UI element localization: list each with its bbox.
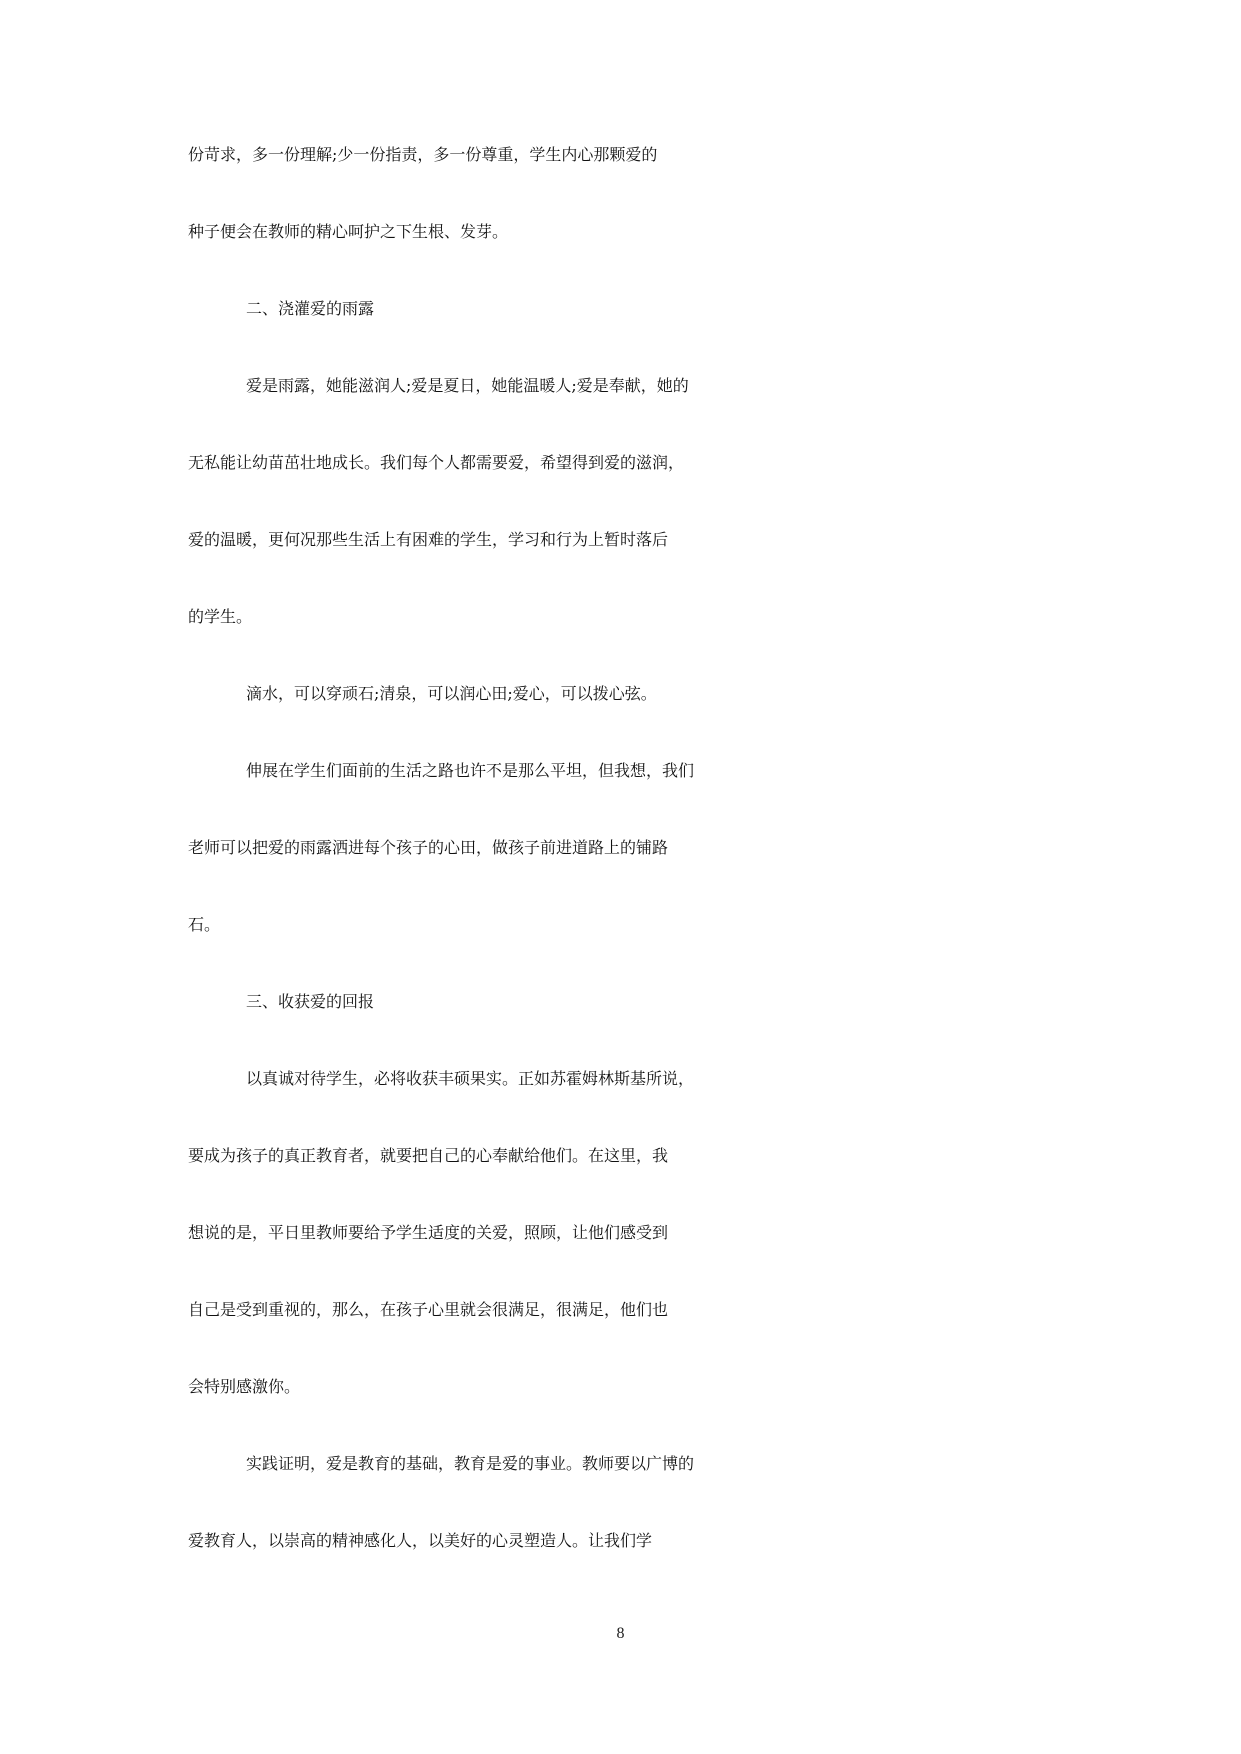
text-line-19: 爱教育人，以崇高的精神感化人，以美好的心灵塑造人。让我们学	[188, 1531, 653, 1550]
body-text	[188, 142, 1058, 1605]
text-line-11: 石。	[188, 915, 221, 934]
text-line-13: 以真诚对待学生，必将收获丰硕果实。正如苏霍姆林斯基所说，	[246, 1069, 695, 1088]
text-line-16: 自己是受到重视的，那么，在孩子心里就会很满足，很满足，他们也	[188, 1300, 669, 1319]
text-line-6: 爱的温暖，更何况那些生活上有困难的学生，学习和行为上暂时落后	[188, 530, 669, 549]
text-line-5: 无私能让幼苗茁壮地成长。我们每个人都需要爱，希望得到爱的滋润，	[188, 453, 685, 472]
text-line-9: 伸展在学生们面前的生活之路也许不是那么平坦，但我想，我们	[246, 761, 695, 780]
text-line-15: 想说的是，平日里教师要给予学生适度的关爱，照顾，让他们感受到	[188, 1223, 669, 1242]
text-line-4: 爱是雨露，她能滋润人;爱是夏日，她能温暖人;爱是奉献，她的	[246, 376, 689, 395]
text-line-8: 滴水，可以穿顽石;清泉，可以润心田;爱心，可以拨心弦。	[246, 684, 657, 703]
section-heading-2: 二、浇灌爱的雨露	[246, 299, 375, 318]
text-line-18: 实践证明，爱是教育的基础，教育是爱的事业。教师要以广博的	[246, 1454, 695, 1473]
text-line-10: 老师可以把爱的雨露洒进每个孩子的心田，做孩子前进道路上的铺路	[188, 838, 669, 857]
text-line-2: 种子便会在教师的精心呵护之下生根、发芽。	[188, 222, 509, 241]
text-line-17: 会特别感激你。	[188, 1377, 301, 1396]
text-line-14: 要成为孩子的真正教育者，就要把自己的心奉献给他们。在这里，我	[188, 1146, 669, 1165]
section-heading-3: 三、收获爱的回报	[246, 992, 375, 1011]
text-line-1: 份苛求，多一份理解;少一份指责，多一份尊重，学生内心那颗爱的	[188, 145, 658, 164]
text-line-7: 的学生。	[188, 607, 253, 626]
page-number: 8	[616, 1625, 625, 1642]
